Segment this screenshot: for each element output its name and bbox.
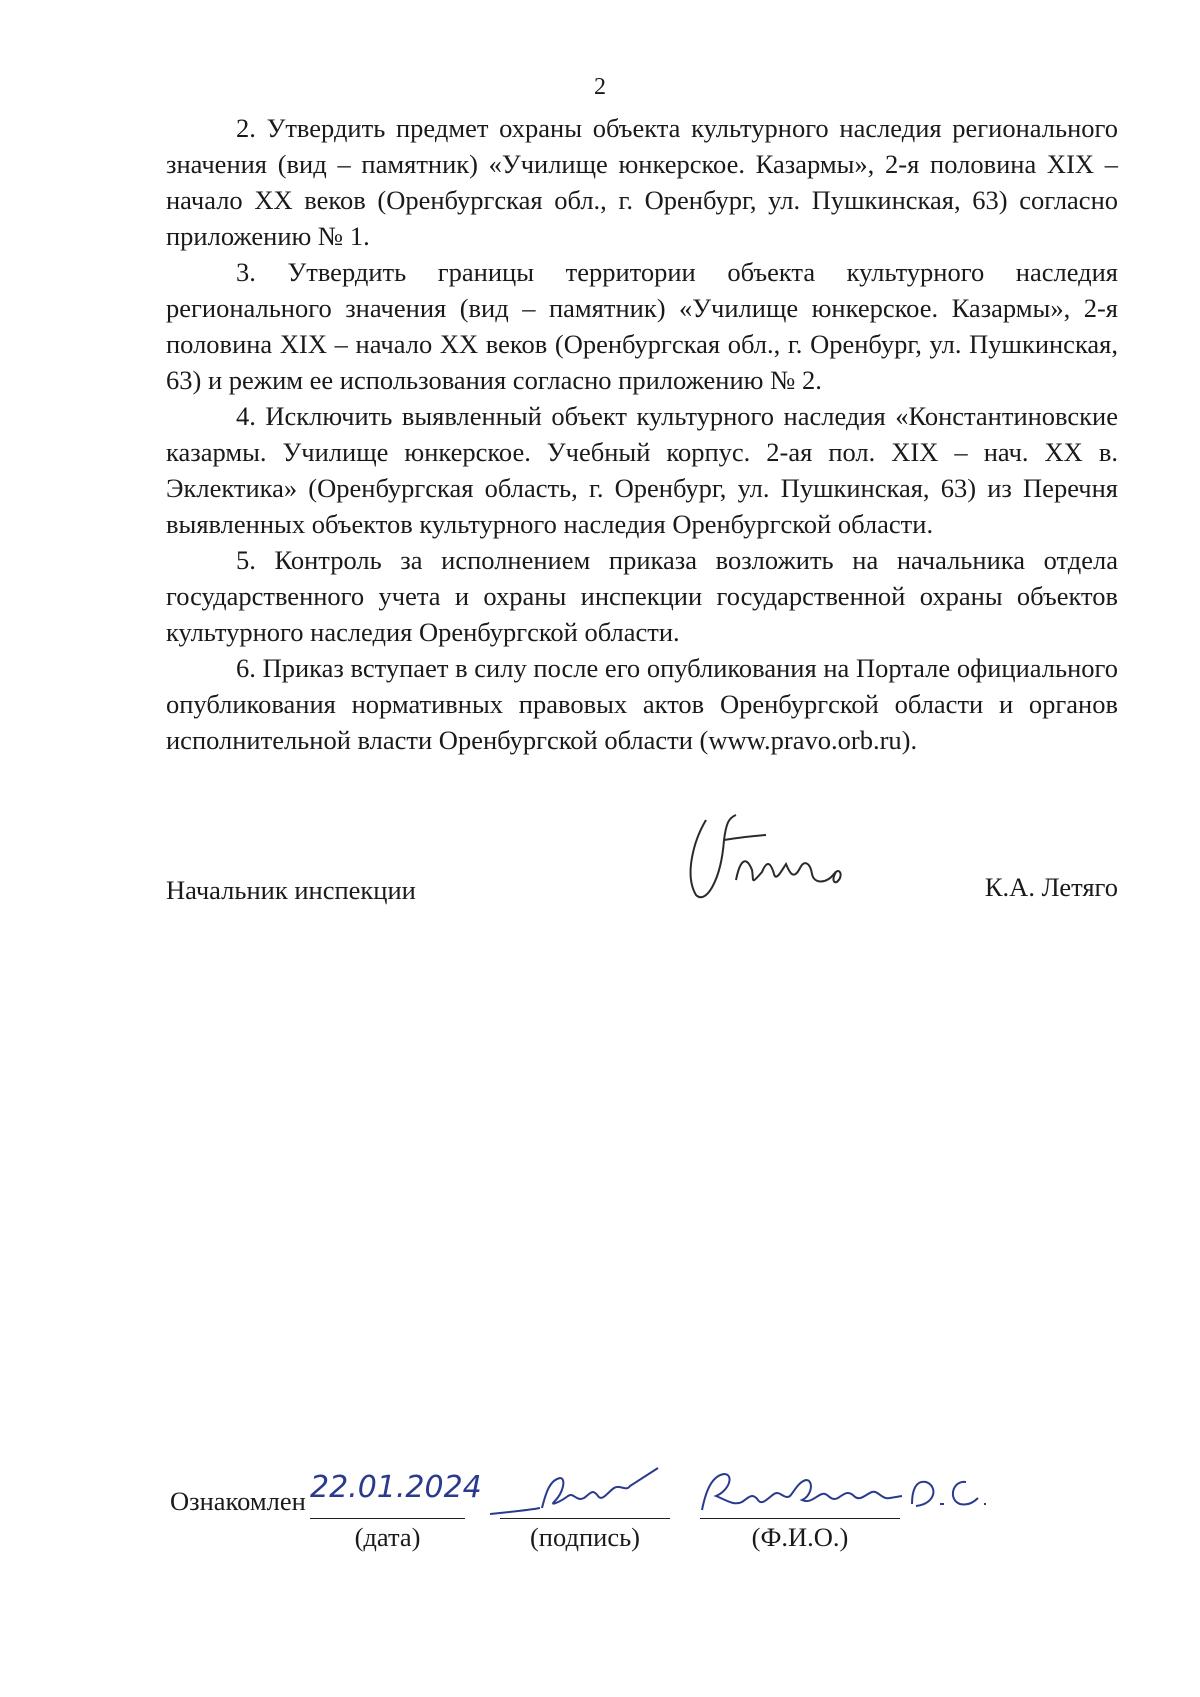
signature-caption: (подпись) (529, 1522, 640, 1552)
paragraph-4: 4. Исключить выявленный объект культурного наследия «Константиновские казармы. Училище юнкерское. Учебный корпус. 2-ая пол. XIX – нач. XX в. Эклектика» (Оренбургская область, г. Оренбург, ул. Пушкинская, 63) из Перечня выявленных объектов культурного наследия Оренбургской области. (166, 401, 1118, 539)
signer-title: Начальник инспекции (166, 875, 416, 905)
signature-block (166, 800, 1118, 910)
acknowledgement-block (170, 1450, 1090, 1550)
paragraph-2: 2. Утвердить предмет охраны объекта культурного наследия регионального значения (вид – памятник) «Училище юнкерское. Казармы», 2-я половина XIX – начало XX веков (Оренбургская обл., г. Оренбург, ул. Пушкинская, 63) согласно приложению № 1. (166, 113, 1118, 251)
name-caption: (Ф.И.О.) (751, 1522, 849, 1552)
acknowledgement-signature (480, 1462, 670, 1522)
paragraph-6: 6. Приказ вступает в силу после его опубликования на Портале официального опубликования нормативных правовых актов Оренбургской области и органов исполнительной власти Оренбургской области (www.pravo.orb.ru). (166, 653, 1118, 755)
date-line (310, 1518, 465, 1519)
page-number: 2 (594, 74, 606, 100)
date-caption: (дата) (354, 1522, 421, 1552)
acknowledgement-name-handwriting (690, 1460, 990, 1520)
signer-name: К.А. Летяго (984, 872, 1118, 902)
document-body (166, 110, 1118, 758)
acknowledged-label: Ознакомлен (170, 1486, 306, 1516)
paragraph-5: 5. Контроль за исполнением приказа возложить на начальника отдела государственного учета и охраны инспекции государственной охраны объектов культурного наследия Оренбургской области. (166, 545, 1118, 647)
handwritten-date: 22.01.2024 (310, 1470, 482, 1505)
handwritten-signature (666, 800, 866, 910)
paragraph-3: 3. Утвердить границы территории объекта культурного наследия регионального значения (вид – памятник) «Училище юнкерское. Казармы», 2-я половина XIX – начало XX веков (Оренбургская обл., г. Оренбург, ул. Пушкинская, 63) и режим ее использования согласно приложению № 2. (166, 257, 1118, 395)
